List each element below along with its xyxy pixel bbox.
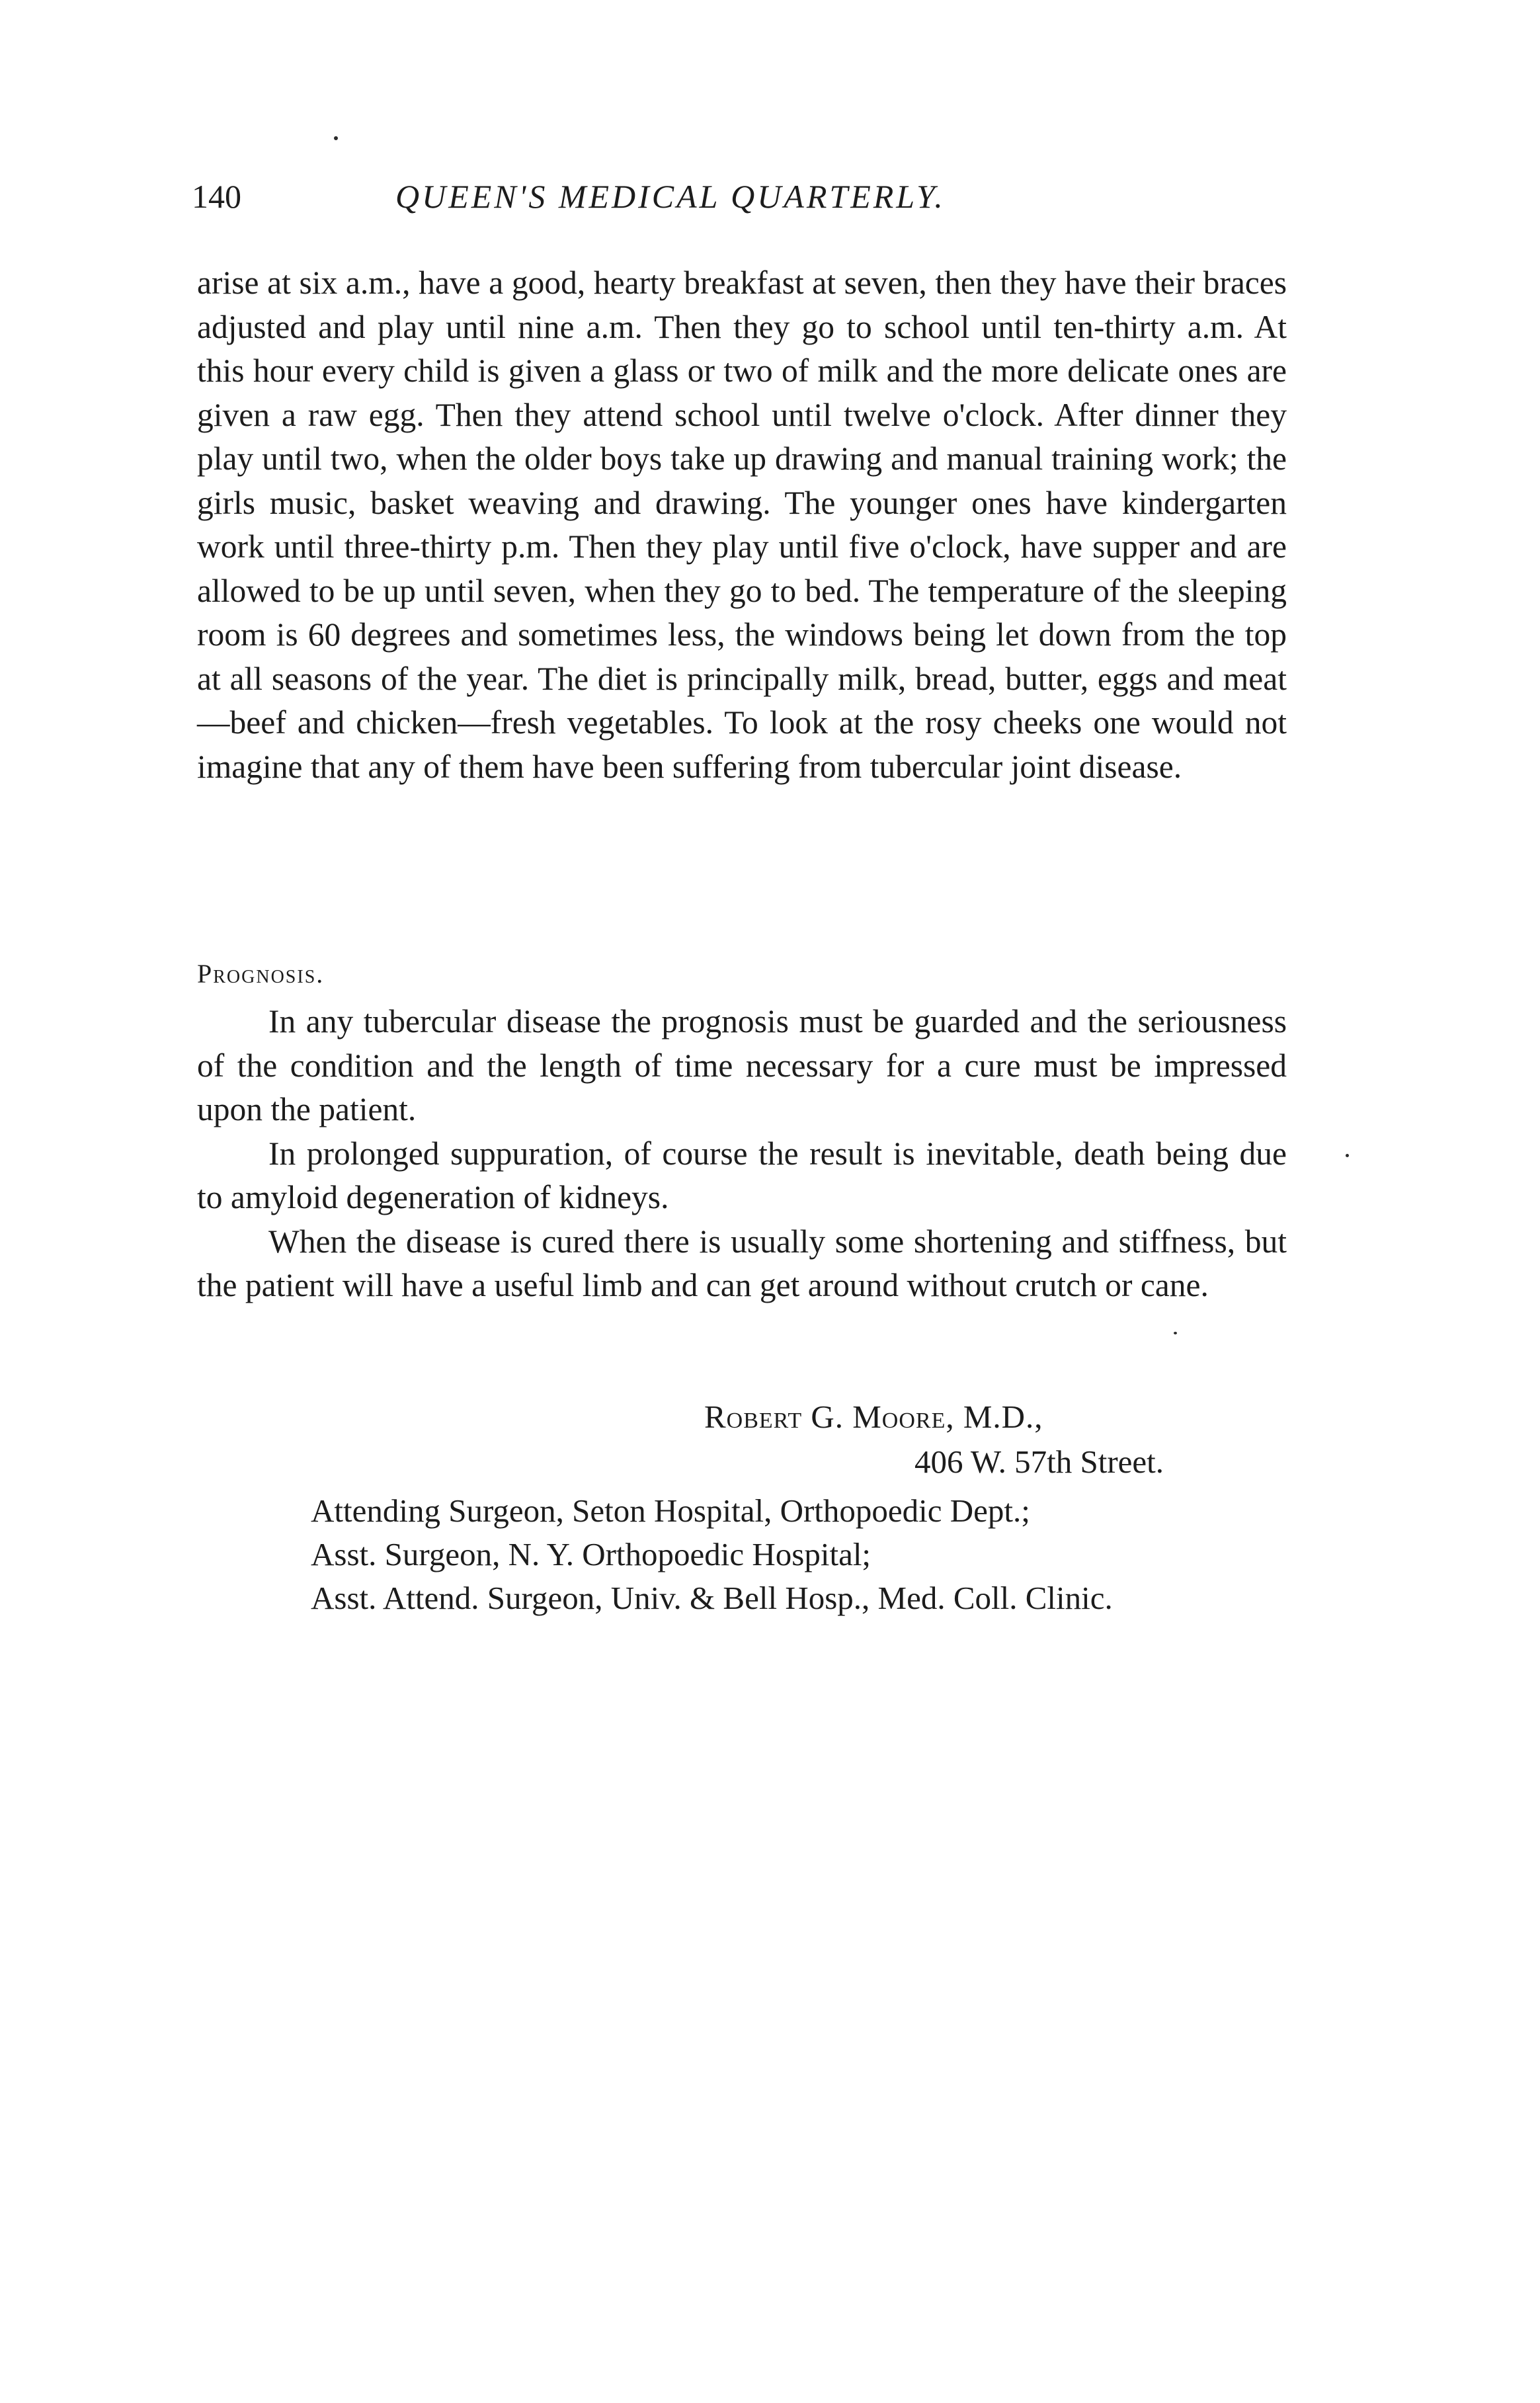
affiliation-line: Asst. Surgeon, N. Y. Orthopoedic Hospital; (311, 1536, 871, 1572)
print-speck (1346, 1154, 1349, 1157)
running-title: QUEEN'S MEDICAL QUARTERLY. (395, 178, 946, 215)
author-affiliations (311, 1489, 1113, 1620)
print-speck (1174, 1332, 1177, 1334)
affiliation-line: Attending Surgeon, Seton Hospital, Orthopoedic Dept.; (311, 1492, 1030, 1529)
prognosis-section (197, 1000, 1287, 1308)
author-name: Robert G. Moore, M.D., (704, 1399, 1043, 1435)
page-header (192, 173, 1289, 220)
author-address: 406 W. 57th Street. (914, 1444, 1164, 1480)
prognosis-paragraph-2: In prolonged suppuration, of course the result is inevitable, death being due to amyloid degeneration of kidneys. (197, 1135, 1287, 1215)
body-paragraph: arise at six a.m., have a good, hearty breakfast at seven, then they have their braces adjusted and play until nine a.m. Then they go to school until ten-thirty a.m. At this hour every child is given a glass or two of milk and the more delicate ones are given a raw egg. Then they attend school until twelve o'clock. After dinner they play until two, when the older boys take up drawing and manual training work; the girls music, basket weaving and drawing. The younger ones have kindergarten work until three-thirty p.m. Then they play until five o'clock, have supper and are allowed to be up until seven, when they go to bed. The temperature of the sleeping room is 60 degrees and sometimes less, the windows being let down from the top at all seasons of the year. The diet is principally milk, bread, butter, eggs and meat—beef and chicken—fresh vegetables. To look at the rosy cheeks one would not imagine that any of them have been suffering from tubercular joint disease. (197, 265, 1287, 785)
print-speck (334, 136, 338, 140)
prognosis-paragraph-1: In any tubercular disease the prognosis must be guarded and the seriousness of the condition and the length of time necessary for a cure must be impressed upon the patient. (197, 1003, 1287, 1127)
body-paragraph-block (197, 261, 1287, 789)
page-number: 140 (192, 178, 241, 215)
section-heading-prognosis: Prognosis. (197, 959, 325, 989)
affiliation-line: Asst. Attend. Surgeon, Univ. & Bell Hosp., Med. Coll. Clinic. (311, 1580, 1113, 1616)
prognosis-paragraph-3: When the disease is cured there is usually some shortening and stiffness, but the patient will have a useful limb and can get around without crutch or cane. (197, 1223, 1287, 1303)
